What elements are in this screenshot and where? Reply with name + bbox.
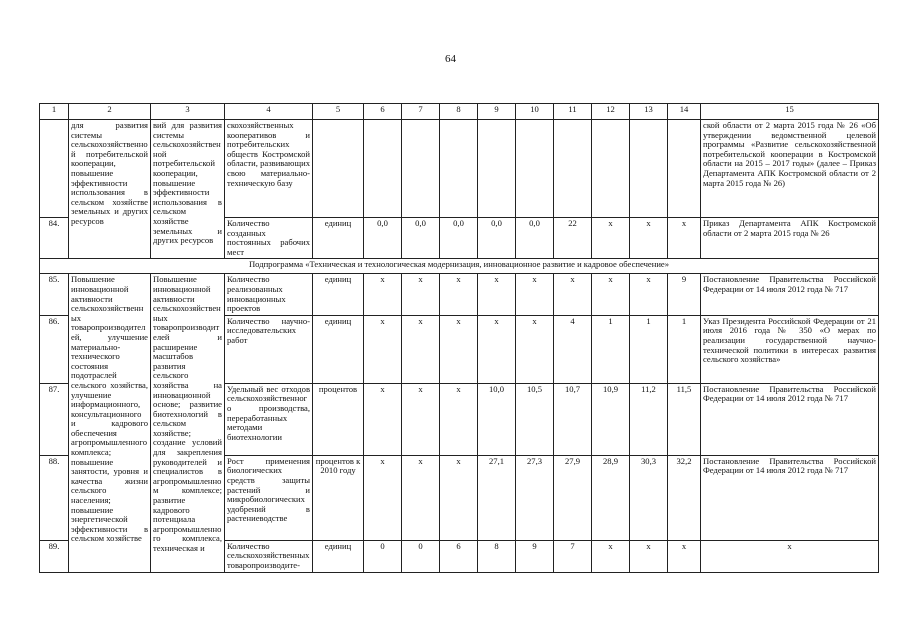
header-cell: 7 [402, 104, 440, 120]
row-number-cell: 87. [40, 383, 69, 455]
value-cell [364, 120, 402, 218]
value-cell: 7 [554, 540, 592, 572]
header-cell: 15 [701, 104, 879, 120]
value-cell: х [364, 274, 402, 315]
value-cell: 1 [630, 315, 668, 383]
value-cell: х [402, 274, 440, 315]
unit-cell: процентов [313, 383, 364, 455]
value-cell: 1 [668, 315, 701, 383]
source-cell: х [701, 540, 879, 572]
value-cell: х [364, 455, 402, 540]
header-cell: 14 [668, 104, 701, 120]
unit-cell [313, 120, 364, 218]
value-cell [668, 120, 701, 218]
subprogram-row [40, 259, 879, 274]
value-cell: 8 [478, 540, 516, 572]
value-cell: х [440, 455, 478, 540]
indicator-cell: Рост применения биологических средств защиты растений и микробиологических удобрений в растениеводстве [225, 455, 313, 540]
value-cell [554, 120, 592, 218]
value-cell: 32,2 [668, 455, 701, 540]
goal-cell: Повышение инновационной активности сельскохозяйственных товаропроизводителей, улучшение материально-технического состояния подотраслей сельского хозяйства, улучшение информационного, консультационного и кадрового обеспечения агропромышленного комплекса; повышение занятости, уровня и качества жизни сельского населения; повышение энергетической эффективности в сельском хозяйстве [69, 274, 151, 572]
value-cell: х [554, 274, 592, 315]
header-cell: 8 [440, 104, 478, 120]
value-cell: 11,2 [630, 383, 668, 455]
goal-cell: для развития системы сельскохозяйственной потребительской кооперации, повышение эффективности использования в сельском хозяйстве земельных и других ресурсов [69, 120, 151, 259]
source-cell: Постановление Правительства Российской Федерации от 14 июля 2012 года № 717 [701, 274, 879, 315]
source-cell: Постановление Правительства Российской Федерации от 14 июля 2012 года № 717 [701, 455, 879, 540]
value-cell: х [630, 274, 668, 315]
value-cell: х [478, 274, 516, 315]
row-number-cell: 85. [40, 274, 69, 315]
indicator-cell: Количество созданных постоянных рабочих мест [225, 218, 313, 259]
value-cell: 9 [668, 274, 701, 315]
indicators-table [39, 103, 879, 573]
unit-cell: единиц [313, 315, 364, 383]
value-cell: х [440, 383, 478, 455]
value-cell: х [402, 455, 440, 540]
value-cell: 11,5 [668, 383, 701, 455]
header-cell: 2 [69, 104, 151, 120]
table-row [40, 120, 879, 218]
header-row [40, 104, 879, 120]
header-cell: 4 [225, 104, 313, 120]
row-number-cell: 89. [40, 540, 69, 572]
value-cell: 10,5 [516, 383, 554, 455]
value-cell: х [402, 315, 440, 383]
value-cell [440, 120, 478, 218]
value-cell: х [516, 315, 554, 383]
value-cell [630, 120, 668, 218]
indicator-cell: скохозяйственных кооперативов и потребительских обществ Костромской области, развивающих свою материально-техническую базу [225, 120, 313, 218]
header-cell: 1 [40, 104, 69, 120]
value-cell: х [402, 383, 440, 455]
value-cell [592, 120, 630, 218]
value-cell: 0,0 [402, 218, 440, 259]
value-cell: 1 [592, 315, 630, 383]
value-cell: х [440, 315, 478, 383]
header-cell: 6 [364, 104, 402, 120]
value-cell: 10,9 [592, 383, 630, 455]
header-cell: 9 [478, 104, 516, 120]
source-cell: Приказ Департамента АПК Костромской области от 2 марта 2015 года № 26 [701, 218, 879, 259]
value-cell [402, 120, 440, 218]
header-cell: 5 [313, 104, 364, 120]
unit-cell: процентов к 2010 году [313, 455, 364, 540]
row-number-cell: 84. [40, 218, 69, 259]
header-cell: 11 [554, 104, 592, 120]
value-cell: 4 [554, 315, 592, 383]
task-cell: Повышение инновационной активности сельскохозяйственных товаропроизводителей и расширение масштабов развития сельского хозяйства на инновационной основе; развитие биотехнологий в сельском хозяйстве; создание условий для закрепления руководителей и специалистов в агропромышленном комплексе; развитие кадрового потенциала агропромышленного комплекса, техническая и [151, 274, 225, 572]
row-number-cell [40, 120, 69, 218]
value-cell: х [516, 274, 554, 315]
value-cell [516, 120, 554, 218]
header-cell: 10 [516, 104, 554, 120]
value-cell: 22 [554, 218, 592, 259]
source-cell: ской области от 2 марта 2015 года № 26 «Об утверждении ведомственной целевой программы «Развитие сельскохозяйственной потребительской кооперации в Костромской области на 2015 – 2017 годы» (далее – Приказ Департамента АПК Костромской области от 2 марта 2015 года № 26) [701, 120, 879, 218]
row-number-cell: 88. [40, 455, 69, 540]
value-cell: х [478, 315, 516, 383]
value-cell: 10,0 [478, 383, 516, 455]
value-cell: 27,3 [516, 455, 554, 540]
header-cell: 12 [592, 104, 630, 120]
value-cell: х [668, 218, 701, 259]
value-cell: 0 [364, 540, 402, 572]
value-cell: 0,0 [440, 218, 478, 259]
value-cell: 27,9 [554, 455, 592, 540]
indicator-cell: Количество сельскохозяйственных товаропроизводите- [225, 540, 313, 572]
value-cell: х [592, 218, 630, 259]
value-cell: х [592, 540, 630, 572]
subprogram-title: Подпрограмма «Техническая и технологическая модернизация, инновационное развитие и кадровое обеспечение» [40, 259, 879, 274]
unit-cell: единиц [313, 218, 364, 259]
value-cell: х [668, 540, 701, 572]
value-cell: 0,0 [478, 218, 516, 259]
value-cell: 27,1 [478, 455, 516, 540]
value-cell: 6 [440, 540, 478, 572]
indicator-cell: Количество реализованных инновационных проектов [225, 274, 313, 315]
unit-cell: единиц [313, 274, 364, 315]
table-row [40, 274, 879, 315]
indicator-cell: Удельный вес отходов сельскохозяйственного производства, переработанных методами биотехнологии [225, 383, 313, 455]
task-cell: вий для развития системы сельскохозяйственной потребительской кооперации, повышение эффективности использования в сельском хозяйстве земельных и других ресурсов [151, 120, 225, 259]
unit-cell: единиц [313, 540, 364, 572]
row-number-cell: 86. [40, 315, 69, 383]
page-number: 64 [445, 53, 456, 65]
value-cell: х [592, 274, 630, 315]
header-cell: 13 [630, 104, 668, 120]
source-cell: Постановление Правительства Российской Федерации от 14 июля 2012 года № 717 [701, 383, 879, 455]
value-cell: 10,7 [554, 383, 592, 455]
value-cell: х [364, 315, 402, 383]
value-cell: х [630, 540, 668, 572]
value-cell: х [440, 274, 478, 315]
value-cell: 0,0 [364, 218, 402, 259]
value-cell: 28,9 [592, 455, 630, 540]
indicator-cell: Количество научно-исследовательских работ [225, 315, 313, 383]
value-cell: 30,3 [630, 455, 668, 540]
source-cell: Указ Президента Российской Федерации от 21 июля 2016 года № 350 «О мерах по реализации государственной научно-технической политики в интересах развития сельского хозяйства» [701, 315, 879, 383]
value-cell: 0 [402, 540, 440, 572]
value-cell: х [364, 383, 402, 455]
value-cell [478, 120, 516, 218]
value-cell: 0,0 [516, 218, 554, 259]
value-cell: 9 [516, 540, 554, 572]
header-cell: 3 [151, 104, 225, 120]
value-cell: х [630, 218, 668, 259]
